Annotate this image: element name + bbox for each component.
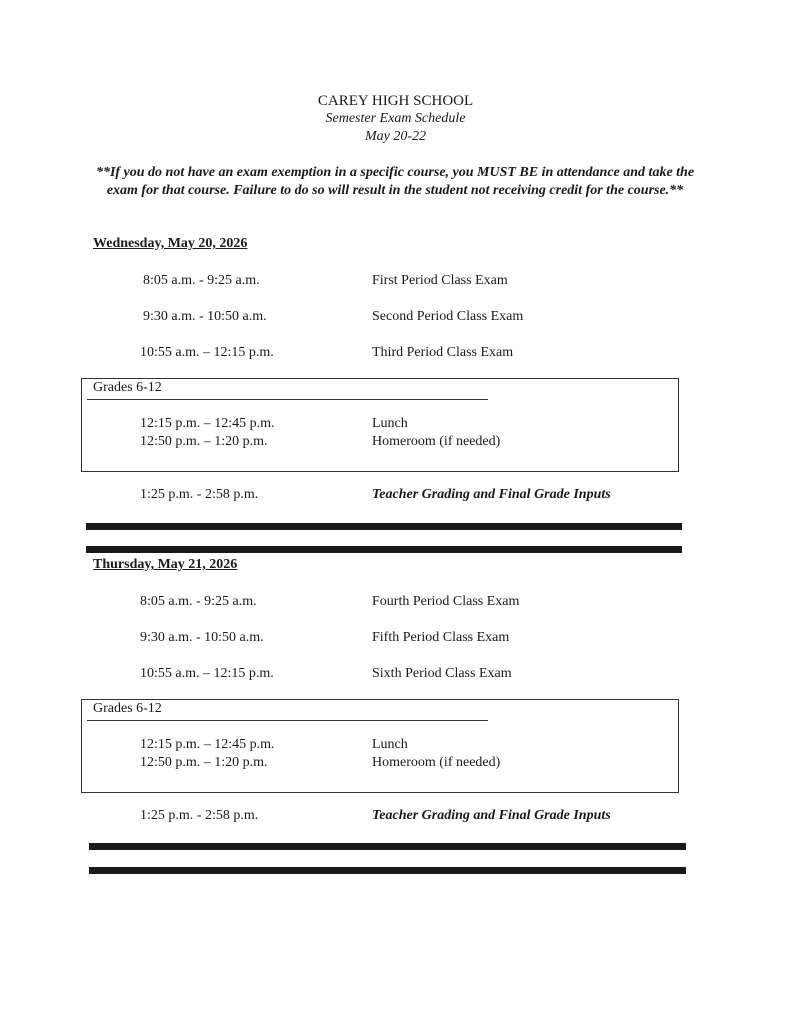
divider-rule: [89, 867, 686, 874]
exam-time: 9:30 a.m. - 10:50 a.m.: [140, 630, 264, 645]
divider-rule: [89, 843, 686, 850]
grades-label: Grades 6-12: [93, 701, 162, 716]
exam-description: Fifth Period Class Exam: [372, 630, 510, 645]
lunch-time: 12:15 p.m. – 12:45 p.m.: [140, 416, 275, 431]
schedule-subtitle: Semester Exam Schedule: [325, 111, 466, 126]
school-name: CAREY HIGH SCHOOL: [317, 93, 474, 109]
homeroom-label: Homeroom (if needed): [372, 755, 501, 770]
lunch-time: 12:15 p.m. – 12:45 p.m.: [140, 737, 275, 752]
schedule-dates: May 20-22: [364, 129, 427, 144]
day-heading-wednesday: Wednesday, May 20, 2026: [93, 236, 248, 251]
attendance-notice: **If you do not have an exam exemption in a specific course, you MUST BE in attendance and take the exam for that course. Failure to do so will result in the student not receiving credit for the course.**: [95, 165, 695, 198]
grading-description: Teacher Grading and Final Grade Inputs: [372, 808, 611, 823]
grading-time: 1:25 p.m. - 2:58 p.m.: [140, 487, 259, 502]
divider-rule: [86, 523, 682, 530]
exam-description: Second Period Class Exam: [372, 309, 524, 324]
grades-label: Grades 6-12: [93, 380, 162, 395]
exam-description: Sixth Period Class Exam: [372, 666, 512, 681]
exam-time: 10:55 a.m. – 12:15 p.m.: [140, 345, 274, 360]
exam-time: 10:55 a.m. – 12:15 p.m.: [140, 666, 274, 681]
lunch-label: Lunch: [372, 416, 408, 431]
exam-time: 8:05 a.m. - 9:25 a.m.: [140, 594, 257, 609]
homeroom-time: 12:50 p.m. – 1:20 p.m.: [140, 434, 268, 449]
grades-underline: [87, 720, 488, 721]
grades-underline: [87, 399, 488, 400]
exam-description: Third Period Class Exam: [372, 345, 514, 360]
grading-description: Teacher Grading and Final Grade Inputs: [372, 487, 611, 502]
exam-description: First Period Class Exam: [372, 273, 508, 288]
day-heading-thursday: Thursday, May 21, 2026: [93, 557, 238, 572]
homeroom-time: 12:50 p.m. – 1:20 p.m.: [140, 755, 268, 770]
exam-description: Fourth Period Class Exam: [372, 594, 520, 609]
exam-time: 8:05 a.m. - 9:25 a.m.: [143, 273, 260, 288]
divider-rule: [86, 546, 682, 553]
exam-time: 9:30 a.m. - 10:50 a.m.: [143, 309, 267, 324]
lunch-label: Lunch: [372, 737, 408, 752]
homeroom-label: Homeroom (if needed): [372, 434, 501, 449]
grading-time: 1:25 p.m. - 2:58 p.m.: [140, 808, 259, 823]
